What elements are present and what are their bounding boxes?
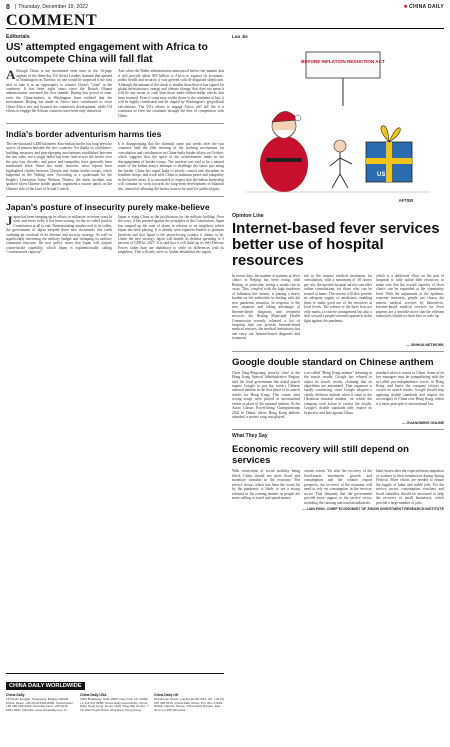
page-number: 8 bbox=[6, 3, 10, 11]
editorials-label: Editorials bbox=[6, 34, 30, 40]
gift-label: US bbox=[377, 172, 386, 178]
footer-office-usa: China Daily USA 1500 Broadway, Suite 2800, New York, NY 10036. +1 212 537 8888. China Daily Asia Pacific, China Daily Hong Kong: Room 1818, Hing Wai Centre, 7 Tin Wan Praya Road, Aberdeen, Hong Kong. bbox=[80, 693, 149, 713]
opinion-line-label: Opinion Line bbox=[232, 213, 264, 219]
second-editorial-body bbox=[6, 142, 224, 192]
opinion-body bbox=[232, 274, 444, 342]
second-editorial-col2: It is disappointing that the skirmish came just weeks after the two countries held the 26th meeting of the working mechanism for consultation and coordination on China-India border affairs on October, which suggests that the spirit of the achievements made in the disengagement of border troops. The incident was said to be a natural result of the Indian army's attempts to challenge the status quo along the border. China has urged India to strictly control and discipline its frontline troops, and work with China to maintain peace and tranquility in the border areas. It is reasonable to expect that the Indian leadership will continue to work towards the long-term development of bilateral ties, instead of allowing the border issue to be used for political gain. bbox=[118, 141, 224, 191]
flag-icon: ■ bbox=[404, 4, 408, 10]
santa-figure bbox=[260, 111, 308, 192]
second-editorial-col1: The ten-thousand 3,488-kilometer Sino-Indian border has long been the source of tension between the two countries. Yet thanks to confidence-building measures and peacekeeping mechanisms established between the two sides, not a single bullet has been fired across the border over the past four decades, and peace and tranquility have generally been maintained there. Since last week, however, news reports have highlighted clashes between Chinese and Indian border troops, which happened in the Yadong area. According to a spokesman for the People's Liberation Army Western Theater, the latest incident was sparked when Chinese border guards organized a routine patrol on the Chinese side of the Line of Actual Control. bbox=[6, 141, 112, 191]
opinion-headline: Internet-based fever services better use of hospital resources bbox=[232, 220, 440, 269]
economy-headline: Economic recovery will still depend on services bbox=[232, 444, 409, 467]
issue-date: Thursday, December 19, 2022 bbox=[18, 4, 88, 10]
what-they-say-label: What They Say bbox=[232, 433, 268, 440]
economy-source: — LIAN PING, CHIEF ECONOMIST OF ZHIXIN INVESTMENT RESEARCH INSTITUTE bbox=[302, 506, 444, 511]
sign-board bbox=[301, 52, 385, 106]
opinion-column bbox=[232, 32, 444, 694]
footer-office-beijing: China Daily 15 Huixin Dongjie, Chaoyang, Beijing 100029, China. News: +86 (0)10 6491-8366. Subscription: +86 400-699-0203. Advertisement: +86 (0)10 6491-8631. Website: www.chinadaily.com.cn bbox=[6, 693, 74, 713]
opinion-col1: In recent days, the number of patients at fever clinics in Beijing has been rising, with Beijing, in particular, seeing a steady rise in cases. This, coupled with the high incidence of influenza this season, is putting a heavy burden on the authorities in dealing with the new pandemic situation. In response to the new situation and taking advantage of Internet-based diagnosis and treatment services, the Beijing Municipal Health Commission recently released a list of hospitals that can provide Internet-based medical services, the medical institutions that can carry out Internet-based diagnosis and treatment. bbox=[232, 274, 300, 341]
sign-text: BEFORE INFLATION REDUCTION ACT bbox=[301, 59, 385, 64]
google-headline: Google double standard on Chinese anthem bbox=[232, 356, 434, 368]
economy-body bbox=[232, 469, 444, 505]
opinion-source: — XINHUA NETWORK bbox=[406, 342, 444, 347]
section-masthead: COMMENT bbox=[6, 12, 98, 29]
second-editorial-headline: India's border adventurism harms ties bbox=[6, 128, 162, 139]
economy-col2: certain extent. Yet after the recovery of the fixed-assets investment growth and consumption and the weaker export prospects, the recovery of the economy will need to rely on consumption in the services sector. That demands that the government provide more support to the service sector, including the catering and tourism industries. bbox=[304, 469, 372, 505]
economy-col3: labor losses after the expected mass migration of workers to their hometowns during Spring Festival. More efforts are needed to ensure the supply of labor and stable jobs. For the service sector, consumption vouchers and fiscal subsidies should be increased to help the recovery of small businesses, which provide a large number of jobs. bbox=[376, 469, 444, 505]
lead-editorial-body bbox=[6, 69, 224, 119]
editorial-cartoon bbox=[236, 46, 440, 206]
third-editorial-col1: Japan has been ramping up its efforts to militarize in recent years in each and every field; it has been waiting for the so-called pacifist Constitution at all to end. Demonstrating another nail in its coffin, the government of Japan adopted three new documents this week outlining an overhaul of its defense and security strategy. As well as significantly increasing the military budget and reshaping its military command structure, the new policy states that Japan will acquire counterstrike capability, which Japan is euphemistically calling "counterattack capacity". bbox=[6, 212, 112, 255]
google-body bbox=[232, 371, 444, 421]
cartoonist-byline: Luo Jie bbox=[232, 34, 248, 39]
third-editorial-headline: Japan's posture of insecurity purely make-believe bbox=[6, 201, 210, 212]
economy-col1: With restrictions of social mobility being lifted, China should see more fiscal and monetary stimulus in the economy. The service sector, which has been the worst hit by the pandemic, is likely to see a strong rebound in the coming months as people are more willing to travel and spend money. bbox=[232, 469, 300, 501]
lead-editorial-col2: And when the Biden administration announced before the summit that it will provide about $55 billion to Africa to support its economic, public health and security, it was greeted with ill-disguised skepticism. Although the amount of the check is smaller than those it has signed for global infrastructure, energy and climate change, that does not mean it will be any easier to cash than those multi-trillion-dollar checks that have boomed. Even if some may trickle down to the continent at last, it will be highly conditional and be shaped by Washington's geopolitical calculations. The US's efforts to engage Africa will fall flat if it continues to view the continent through the lens of competition with China. bbox=[118, 69, 224, 118]
worldwide-footer bbox=[6, 673, 224, 745]
brand-label: ■ CHINA DAILY bbox=[404, 4, 444, 10]
gift-box bbox=[366, 126, 412, 182]
divider bbox=[6, 196, 224, 197]
lead-editorial-col1: Although China is not mentioned even once in the 16-page agenda of the three-day US-Africa Leaders Summit that opened in Washington on Tuesday, no one would be surprised if the host tries to take it as an opportunity to counter China's "clout" in the continent. It has been eight years since the Barack Obama administration convened the first summit. During that period of time, even the China-bashers in Washington have realized that the investments Beijing has made in Africa have contributed to close China-Africa ties and boosted the continent's development, while US efforts to engage the African countries have been only rhetorical. bbox=[6, 67, 112, 114]
google-col3: standard when it comes to China. Some of its key managers may be sympathizing with the so-called pro-independence forces in Hong Kong, and hence the company refuses to correct its search results. Google should stop applying double standards and respect the sovereignty of China over Hong Kong, which is a basic principle of international law. bbox=[376, 370, 444, 406]
masthead bbox=[6, 12, 444, 29]
page-topbar: 8 | Thursday, December 19, 2022 ■ CHINA DAILY bbox=[6, 3, 444, 11]
opinion-col3: which is a deliberate effort on the part of hospitals to fully utilize their resources, to make sure that the overall capacity of fever clinics can be expanded at the community level. With the adjustment of the epidemic response measures, people can choose the nearest medical services by themselves. Internet-based medical services for fever patients are a sensible move that the relevant authorities should try their best to scale up. bbox=[376, 274, 444, 319]
google-source: — GUANGMING ONLINE bbox=[402, 421, 444, 426]
small-figure bbox=[330, 140, 352, 188]
cartoon-section bbox=[232, 32, 444, 210]
third-editorial-body bbox=[6, 212, 224, 256]
footer-title: CHINA DAILY WORLDWIDE bbox=[6, 682, 85, 690]
cartoon-caption: AFTER bbox=[398, 198, 414, 203]
divider bbox=[6, 123, 224, 124]
google-col1: Chen Yang-Pingwang, security chief of the Hong Kong Special Administrative Region, said the local government has asked search engine Google to put the correct Chinese national anthem in the first place of its search results for Hong Kong. This comes after wrong songs were played at international events in place of the national anthem. At the Asian Classic Powerlifting Championships 2022 in Dubai, where Hong Kong athletes attended, a protest song was played. bbox=[232, 370, 300, 420]
editorials-column bbox=[6, 32, 224, 672]
lead-editorial-headline: US' attempted engagement with Africa to outcompete China will fall flat bbox=[6, 42, 208, 65]
footer-office-uk: China Daily UK 90 Cannon Street, London EC4N 6HA, UK. +44 (0) 207 398 8270. China Daily Africa: P.O. Box 27281-00100, Nairobi, Kenya. China Daily Europe: Rue de la Loi 155, Brussels. bbox=[154, 693, 224, 713]
google-col2: a so-called "Hong Kong anthem" featuring in the search results. Google has refused to adjust its search results, claiming that its algorithms are automated. That argument is hardly convincing, since Google adopted a clearly different attitude when it came to the Ukrainian national anthem, for which the company took action to correct the results. Google's double standards only expose its hypocrisy and bias against China. bbox=[304, 370, 372, 415]
opinion-col2: ted to the nearest medical institution for consultation, with a maximum of 30 clinics per city, the internet hospital service can offer online consultations for those who can be treated at home. The service will also provide an adequate supply of medicines, enabling them to make good use of the resources at local levels. The release of the three lists not only marks a concrete arrangement but also a shift toward a people-oriented approach in the fight against the pandemic. bbox=[304, 274, 372, 323]
divider bbox=[232, 351, 444, 352]
divider bbox=[232, 429, 444, 430]
third-editorial-col2: Japan is using China as the justification for the military buildup. Over the years, it has pressed against the principles of the Constitution, Japan has ramped up the tune of alarm in relation to its neighbors which Japan has been playing. It is already seen Japanese leaders to promote pacifism and that Japan is the peace-loving country it claims to be. Under the new strategy, Japan will double its defense spending to 2 percent of GDP by 2027. It is said that it will build up its Self-Defense Forces rather than use diplomacy to settle its differences with its neighbors. That will only serve to further destabilize the region. bbox=[118, 214, 224, 255]
